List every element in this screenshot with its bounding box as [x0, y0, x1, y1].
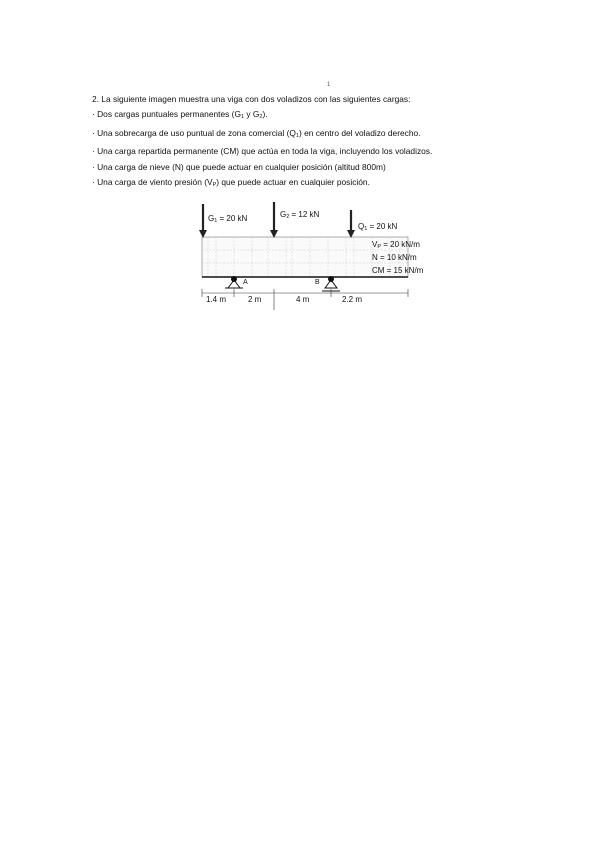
label-wind-load: VP = 20 kN/m	[372, 240, 420, 250]
problem-statement	[92, 92, 512, 193]
beam-diagram	[194, 200, 434, 310]
dimension-label: 2 m	[248, 295, 262, 304]
problem-title: 2. La siguiente imagen muestra una viga con dos voladizos con las siguientes cargas:	[92, 94, 411, 104]
point-load-q1-arrow	[347, 210, 355, 238]
point-load-g1-arrow	[199, 204, 207, 238]
label-support-a: A	[243, 279, 248, 286]
label-snow-load: N = 10 kN/m	[372, 253, 417, 262]
point-load-g2-arrow	[270, 202, 278, 238]
load-item-distributed: · Una carga repartida permanente (CM) que actúa en toda la viga, incluyendo los voladizos.	[92, 146, 433, 157]
label-g1: G1 = 20 kN	[208, 214, 248, 224]
support-b	[322, 276, 340, 291]
load-item-live-point: · Una sobrecarga de uso puntual de zona comercial (Q1) en centro del voladizo derecho.	[92, 127, 421, 139]
load-item-permanent-point: · Dos cargas puntuales permanentes (G1 y G2).	[92, 109, 268, 121]
label-support-b: B	[315, 279, 320, 286]
label-g2: G2 = 12 kN	[280, 210, 320, 220]
load-item-snow: · Una carga de nieve (N) que puede actuar en cualquier posición (altitud 800m)	[92, 161, 386, 172]
dimension-label: 4 m	[296, 295, 310, 304]
page-number: 1	[327, 82, 331, 88]
label-dead-load: CM = 15 kN/m	[372, 266, 424, 275]
dimension-label: 1.4 m	[206, 295, 227, 304]
load-item-wind: · Una carga de viento presión (VP) que puede actuar en cualquier posición.	[92, 177, 370, 189]
label-q1: Q1 = 20 kN	[358, 222, 398, 232]
dimension-label: 2.2 m	[342, 295, 363, 304]
